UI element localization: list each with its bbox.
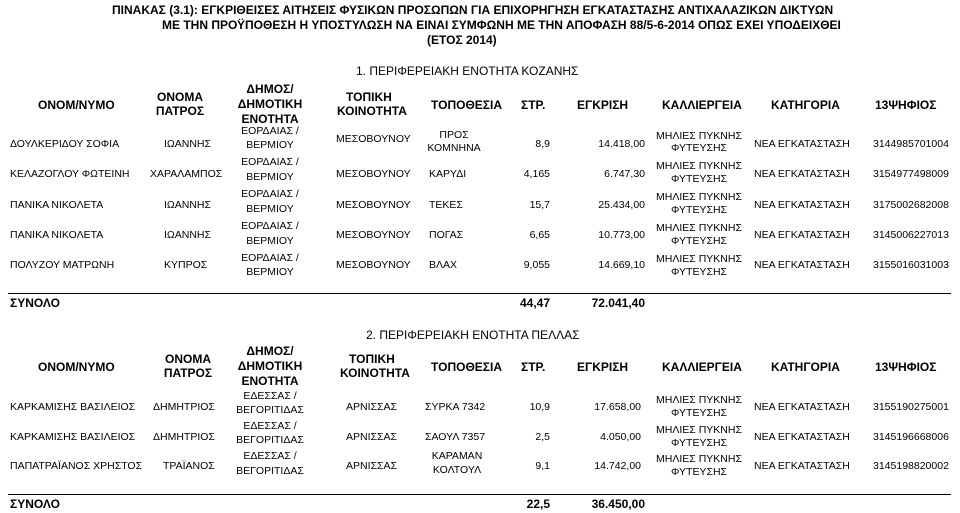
cell-crop: ΦΥΤΕΥΣΗΣ	[670, 466, 728, 478]
header-community-1: ΤΟΠΙΚΗ	[349, 352, 395, 366]
title-line-2: ΜΕ ΤΗΝ ΠΡΟΫΠΟΘΕΣΗ Η ΥΠΟΣΤΥΛΩΣΗ ΝΑ ΕΙΝΑΙ ΣΥΜΦΩΝΗ ΜΕ ΤΗΝ ΑΠΟΦΑΣΗ 88/5-6-2014 ΟΠΩΣ ΕΧΕΙ ΥΠΟΔΕΙΧΘΕΙ	[162, 18, 841, 32]
total-approval: 36.450,00	[591, 497, 645, 511]
cell-municipality: ΕΔΕΣΣΑΣ /	[243, 450, 297, 462]
header-location: ΤΟΠΟΘΕΣΙΑ	[431, 360, 502, 374]
cell-location: ΚΟΜΝΗΝΑ	[427, 142, 481, 154]
cell-location: ΣΑΟΥΛ 7357	[425, 431, 486, 443]
cell-location: ΣΥΡΚΑ 7342	[425, 401, 486, 413]
cell-category: ΝΕΑ ΕΓΚΑΤΑΣΤΑΣΗ	[754, 259, 850, 271]
section-heading: 1. ΠΕΡΙΦΕΡΕΙΑΚΗ ΕΝΟΤΗΤΑ ΚΟΖΑΝΗΣ	[356, 64, 579, 78]
cell-municipality: ΒΕΡΜΙΟΥ	[246, 235, 294, 247]
cell-area: 2,5	[535, 431, 550, 443]
cell-approval: 14.418,00	[598, 138, 645, 150]
cell-area: 8,9	[535, 138, 550, 150]
cell-approval: 6.747,30	[604, 168, 645, 180]
cell-approval: 14.742,00	[594, 460, 641, 472]
cell-crop: ΜΗΛΙΕΣ ΠΥΚΝΗΣ	[656, 160, 742, 172]
cell-crop: ΜΗΛΙΕΣ ΠΥΚΝΗΣ	[656, 424, 742, 436]
header-area: ΣΤΡ.	[521, 360, 546, 374]
header-category: ΚΑΤΗΓΟΡΙΑ	[771, 98, 840, 112]
header-father-2: ΠΑΤΡΟΣ	[155, 104, 205, 118]
cell-father: ΚΥΠΡΟΣ	[164, 259, 208, 271]
cell-category: ΝΕΑ ΕΓΚΑΤΑΣΤΑΣΗ	[754, 460, 850, 472]
header-approval: ΕΓΚΡΙΣΗ	[577, 98, 629, 112]
cell-municipality: ΕΔΕΣΣΑΣ /	[243, 390, 297, 402]
header-municipality-2: ΔΗΜΟΤΙΚΗ	[237, 97, 303, 111]
header-name: ΟΝΟΜ/ΝΥΜΟ	[38, 98, 115, 112]
title-line-3: (ΕΤΟΣ 2014)	[427, 33, 497, 47]
cell-community: ΑΡΝΙΣΣΑΣ	[346, 431, 397, 443]
cell-category: ΝΕΑ ΕΓΚΑΤΑΣΤΑΣΗ	[754, 138, 850, 150]
cell-approval: 25.434,00	[598, 199, 645, 211]
header-father-1: ΟΝΟΜΑ	[165, 352, 211, 366]
cell-crop: ΦΥΤΕΥΣΗΣ	[670, 437, 728, 449]
total-area: 22,5	[526, 497, 550, 511]
cell-location: ΤΕΚΕΣ	[429, 199, 463, 211]
cell-crop: ΦΥΤΕΥΣΗΣ	[670, 204, 728, 216]
cell-area: 9,1	[535, 460, 550, 472]
cell-location: ΠΡΟΣ	[439, 129, 469, 141]
cell-code: 3145196668006	[873, 431, 949, 443]
header-municipality-1: ΔΗΜΟΣ/	[246, 82, 294, 96]
total-label: ΣΥΝΟΛΟ	[10, 296, 60, 310]
total-area: 44,47	[519, 296, 550, 310]
header-crop: ΚΑΛΛΙΕΡΓΕΙΑ	[662, 98, 742, 112]
cell-approval: 17.658,00	[594, 401, 641, 413]
cell-name: ΚΑΡΚΑΜΙΣΗΣ ΒΑΣΙΛΕΙΟΣ	[10, 431, 136, 443]
cell-crop: ΜΗΛΙΕΣ ΠΥΚΝΗΣ	[656, 191, 742, 203]
cell-category: ΝΕΑ ΕΓΚΑΤΑΣΤΑΣΗ	[754, 229, 850, 241]
cell-area: 6,65	[529, 229, 550, 241]
cell-code: 3145006227013	[873, 229, 949, 241]
header-location: ΤΟΠΟΘΕΣΙΑ	[431, 98, 502, 112]
cell-area: 4,165	[523, 168, 550, 180]
cell-location: ΒΛΑΧ	[429, 259, 458, 271]
title-line-1: ΠΙΝΑΚΑΣ (3.1): ΕΓΚΡΙΘΕΙΣΕΣ ΑΙΤΗΣΕΙΣ ΦΥΣΙΚΩΝ ΠΡΟΣΩΠΩΝ ΓΙΑ ΕΠΙΧΟΡΗΓΗΣΗ ΕΓΚΑΤΑΣΤΑΣΗΣ ΑΝΤΙΧΑΛΑΖΙΚΩΝ ΔΙΚΤΥΩΝ	[112, 3, 834, 17]
header-category: ΚΑΤΗΓΟΡΙΑ	[771, 360, 840, 374]
cell-code: 3175002682008	[873, 199, 949, 211]
cell-category: ΝΕΑ ΕΓΚΑΤΑΣΤΑΣΗ	[754, 168, 850, 180]
cell-name: ΠΟΛΥΖΟΥ ΜΑΤΡΩΝΗ	[10, 259, 115, 271]
header-crop: ΚΑΛΛΙΕΡΓΕΙΑ	[662, 360, 742, 374]
cell-municipality: ΒΕΡΜΙΟΥ	[246, 266, 294, 278]
cell-location: ΚΟΛΤΟΥΛ	[432, 464, 482, 476]
cell-crop: ΜΗΛΙΕΣ ΠΥΚΝΗΣ	[656, 130, 742, 142]
cell-area: 10,9	[529, 401, 550, 413]
cell-crop: ΜΗΛΙΕΣ ΠΥΚΝΗΣ	[656, 453, 742, 465]
cell-municipality: ΕΟΡΔΑΙΑΣ /	[241, 125, 299, 137]
section-heading: 2. ΠΕΡΙΦΕΡΕΙΑΚΗ ΕΝΟΤΗΤΑ ΠΕΛΛΑΣ	[366, 328, 580, 342]
cell-location: ΠΟΓΑΣ	[429, 229, 464, 241]
cell-location: ΚΑΡΑΜΑΝ	[431, 450, 483, 462]
cell-code: 3154977498009	[873, 168, 949, 180]
cell-crop: ΦΥΤΕΥΣΗΣ	[670, 266, 728, 278]
cell-community: ΜΕΣΟΒΟΥΝΟΥ	[336, 168, 411, 180]
cell-name: ΠΑΠΑΤΡΑΪΑΝΟΣ ΧΡΗΣΤΟΣ	[10, 460, 143, 472]
cell-approval: 10.773,00	[598, 229, 645, 241]
cell-crop: ΜΗΛΙΕΣ ΠΥΚΝΗΣ	[656, 253, 742, 265]
cell-municipality: ΒΕΡΜΙΟΥ	[246, 203, 294, 215]
cell-crop: ΦΥΤΕΥΣΗΣ	[670, 173, 728, 185]
cell-code: 3144985701004	[873, 138, 949, 150]
header-municipality-3: ΕΝΟΤΗΤΑ	[241, 112, 299, 126]
header-father-2: ΠΑΤΡΟΣ	[163, 366, 213, 380]
header-code: 13ΨΗΦΙΟΣ	[875, 98, 937, 112]
total-label: ΣΥΝΟΛΟ	[10, 497, 60, 511]
header-approval: ΕΓΚΡΙΣΗ	[577, 360, 629, 374]
cell-name: ΚΑΡΚΑΜΙΣΗΣ ΒΑΣΙΛΕΙΟΣ	[10, 401, 136, 413]
cell-municipality: ΒΕΓΟΡΙΤΙΔΑΣ	[236, 404, 304, 416]
header-community-1: ΤΟΠΙΚΗ	[346, 90, 392, 104]
cell-code: 3145198820002	[873, 460, 949, 472]
cell-municipality: ΒΕΓΟΡΙΤΙΔΑΣ	[236, 434, 304, 446]
header-area: ΣΤΡ.	[521, 98, 546, 112]
cell-name: ΠΑΝΙΚΑ ΝΙΚΟΛΕΤΑ	[10, 229, 104, 241]
cell-father: ΤΡΑΪΑΝΟΣ	[163, 460, 215, 472]
cell-community: ΑΡΝΙΣΣΑΣ	[346, 401, 397, 413]
cell-name: ΠΑΝΙΚΑ ΝΙΚΟΛΕΤΑ	[10, 199, 104, 211]
cell-area: 15,7	[529, 199, 550, 211]
cell-approval: 14.669,10	[598, 259, 645, 271]
cell-municipality: ΕΟΡΔΑΙΑΣ /	[241, 252, 299, 264]
cell-municipality: ΕΟΡΔΑΙΑΣ /	[241, 220, 299, 232]
cell-father: ΙΩΑΝΝΗΣ	[164, 138, 212, 150]
header-community-2: ΚΟΙΝΟΤΗΤΑ	[340, 366, 410, 380]
cell-category: ΝΕΑ ΕΓΚΑΤΑΣΤΑΣΗ	[754, 199, 850, 211]
cell-code: 3155016031003	[873, 259, 949, 271]
total-approval: 72.041,40	[591, 296, 645, 310]
cell-crop: ΦΥΤΕΥΣΗΣ	[670, 407, 728, 419]
cell-municipality: ΒΕΡΜΙΟΥ	[246, 139, 294, 151]
cell-category: ΝΕΑ ΕΓΚΑΤΑΣΤΑΣΗ	[754, 431, 850, 443]
header-name: ΟΝΟΜ/ΝΥΜΟ	[38, 360, 115, 374]
header-municipality-1: ΔΗΜΟΣ/	[246, 344, 294, 358]
cell-municipality: ΕΟΡΔΑΙΑΣ /	[241, 156, 299, 168]
cell-category: ΝΕΑ ΕΓΚΑΤΑΣΤΑΣΗ	[754, 401, 850, 413]
header-code: 13ΨΗΦΙΟΣ	[875, 360, 937, 374]
header-community-2: ΚΟΙΝΟΤΗΤΑ	[337, 104, 407, 118]
cell-location: ΚΑΡΥΔΙ	[429, 168, 467, 180]
cell-municipality: ΒΕΡΜΙΟΥ	[246, 171, 294, 183]
cell-community: ΜΕΣΟΒΟΥΝΟΥ	[336, 199, 411, 211]
cell-community: ΜΕΣΟΒΟΥΝΟΥ	[336, 133, 411, 145]
divider	[8, 293, 951, 294]
header-municipality-3: ΕΝΟΤΗΤΑ	[241, 374, 299, 388]
cell-approval: 4.050,00	[600, 431, 641, 443]
cell-code: 3155190275001	[873, 401, 949, 413]
cell-crop: ΜΗΛΙΕΣ ΠΥΚΝΗΣ	[656, 394, 742, 406]
cell-father: ΙΩΑΝΝΗΣ	[164, 229, 212, 241]
cell-name: ΔΟΥΛΚΕΡΙΔΟΥ ΣΟΦΙΑ	[10, 138, 120, 150]
cell-municipality: ΒΕΓΟΡΙΤΙΔΑΣ	[236, 465, 304, 477]
cell-father: ΧΑΡΑΛΑΜΠΟΣ	[150, 168, 223, 180]
cell-community: ΜΕΣΟΒΟΥΝΟΥ	[336, 229, 411, 241]
cell-father: ΔΗΜΗΤΡΙΟΣ	[153, 401, 215, 413]
cell-crop: ΦΥΤΕΥΣΗΣ	[670, 142, 728, 154]
cell-municipality: ΕΔΕΣΣΑΣ /	[243, 420, 297, 432]
cell-crop: ΜΗΛΙΕΣ ΠΥΚΝΗΣ	[656, 222, 742, 234]
cell-name: ΚΕΛΑΖΟΓΛΟΥ ΦΩΤΕΙΝΗ	[10, 168, 130, 180]
cell-father: ΔΗΜΗΤΡΙΟΣ	[153, 431, 215, 443]
cell-community: ΜΕΣΟΒΟΥΝΟΥ	[336, 259, 411, 271]
header-father-1: ΟΝΟΜΑ	[157, 90, 203, 104]
cell-community: ΑΡΝΙΣΣΑΣ	[346, 460, 397, 472]
cell-crop: ΦΥΤΕΥΣΗΣ	[670, 235, 728, 247]
cell-municipality: ΕΟΡΔΑΙΑΣ /	[241, 188, 299, 200]
cell-father: ΙΩΑΝΝΗΣ	[164, 199, 212, 211]
header-municipality-2: ΔΗΜΟΤΙΚΗ	[237, 359, 303, 373]
divider	[8, 494, 951, 495]
cell-area: 9,055	[523, 259, 550, 271]
